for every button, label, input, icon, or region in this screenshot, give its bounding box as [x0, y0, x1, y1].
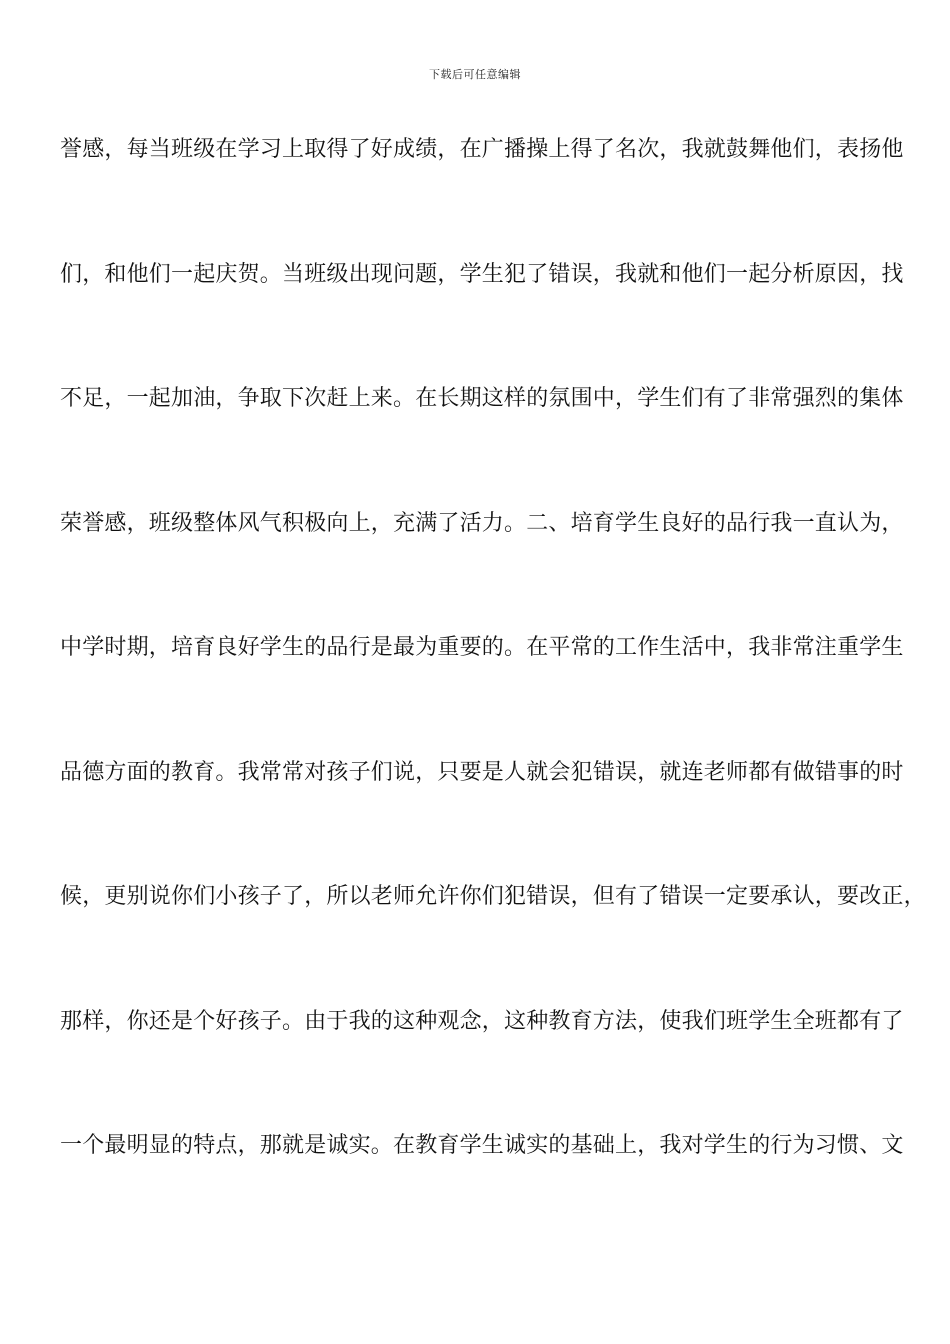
- text-line: 不足，一起加油，争取下次赶上来。在长期这样的氛围中，学生们有了非常强烈的集体: [60, 386, 904, 411]
- text-line: 那样，你还是个好孩子。由于我的这种观念，这种教育方法，使我们班学生全班都有了: [60, 1008, 904, 1034]
- header-note: 下载后可任意编辑: [429, 68, 521, 81]
- text-line: 们，和他们一起庆贺。当班级出现问题，学生犯了错误，我就和他们一起分析原因，找: [60, 261, 904, 287]
- text-line: 一个最明显的特点，那就是诚实。在教育学生诚实的基础上，我对学生的行为习惯、文: [60, 1133, 904, 1158]
- text-line: 候，更别说你们小孩子了，所以老师允许你们犯错误，但有了错误一定要承认，要改正，: [60, 884, 926, 909]
- body-text: [60, 125, 930, 1246]
- text-line: 荣誉感，班级整体风气积极向上，充满了活力。二、培育学生良好的品行我一直认为，: [60, 510, 904, 536]
- text-line: 誉感，每当班级在学习上取得了好成绩，在广播操上得了名次，我就鼓舞他们，表扬他: [60, 137, 904, 162]
- text-line: 中学时期，培育良好学生的品行是最为重要的。在平常的工作生活中，我非常注重学生: [60, 635, 904, 660]
- text-line: 品德方面的教育。我常常对孩子们说，只要是人就会犯错误，就连老师都有做错事的时: [60, 759, 904, 785]
